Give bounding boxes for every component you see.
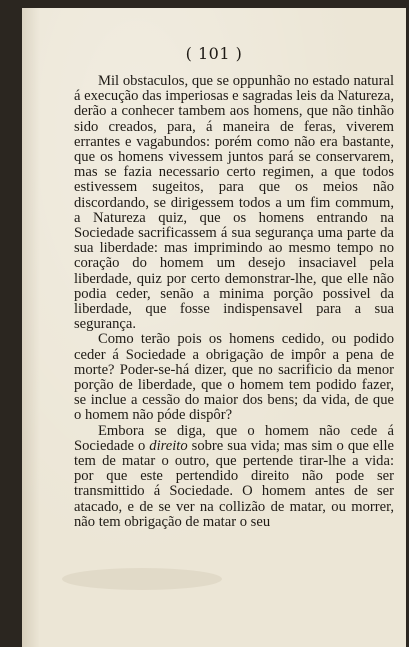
paper-stain (62, 568, 222, 590)
paragraph-3-part-1: Embora se diga, que o homem não cede á Sociedade o (74, 422, 394, 454)
paragraph-2: Como terão pois os homens cedido, ou podido ceder á Sociedade a obrigação de impôr a pena de morte? Poder-se-há dizer, que no sacrificio da menor porção de liberdade, que o homem tem podido fazer, se inclue a cessão do maior dos bens; da vida, de que o homem não póde dispôr? (74, 331, 394, 424)
page-number: ( 101 ) (185, 44, 243, 63)
paragraph-3 (74, 424, 394, 530)
book-page (22, 8, 406, 647)
paragraph-3-emphasis: direito (149, 437, 188, 454)
paragraph-1: Mil obstaculos, que se oppunhão no estado natural á execução das imperiosas e sagradas leis da Natureza, derão a conhecer tambem aos homens, que não tinhão sido creados, para, á maneira de feras, viverem errantes e vagabundos: porém como não era bastante, que os homens vivessem juntos pará se conservarem, mas se fazia necessario certo regimen, a que todos estivessem sugeitos, para que os meios não discordando, se dirigessem todos a um fim commum, a Natureza quiz, que os homens entrando na Sociedade sacrificassem á sua segurança uma parte da sua liberdade: mas imprimindo ao mesmo tempo no coração do homem um desejo insaciavel pela liberdade, quiz por certo demonstrar-lhe, que elle não podia ceder, senão a minima porção possivel da liberdade, que fosse indispensavel para a sua segurança. (74, 73, 394, 333)
paragraph-3-part-2: sobre sua vida; mas sim o que elle tem de matar o outro, que pertende tirar-lhe a vida: por que este pertendido direito não pode ser transmittido á Sociedade. O homem antes de ser atacado, e de se ver na collizão de matar, ou morrer, não tem obrigação de matar o seu (74, 437, 394, 530)
body-text (74, 74, 394, 530)
